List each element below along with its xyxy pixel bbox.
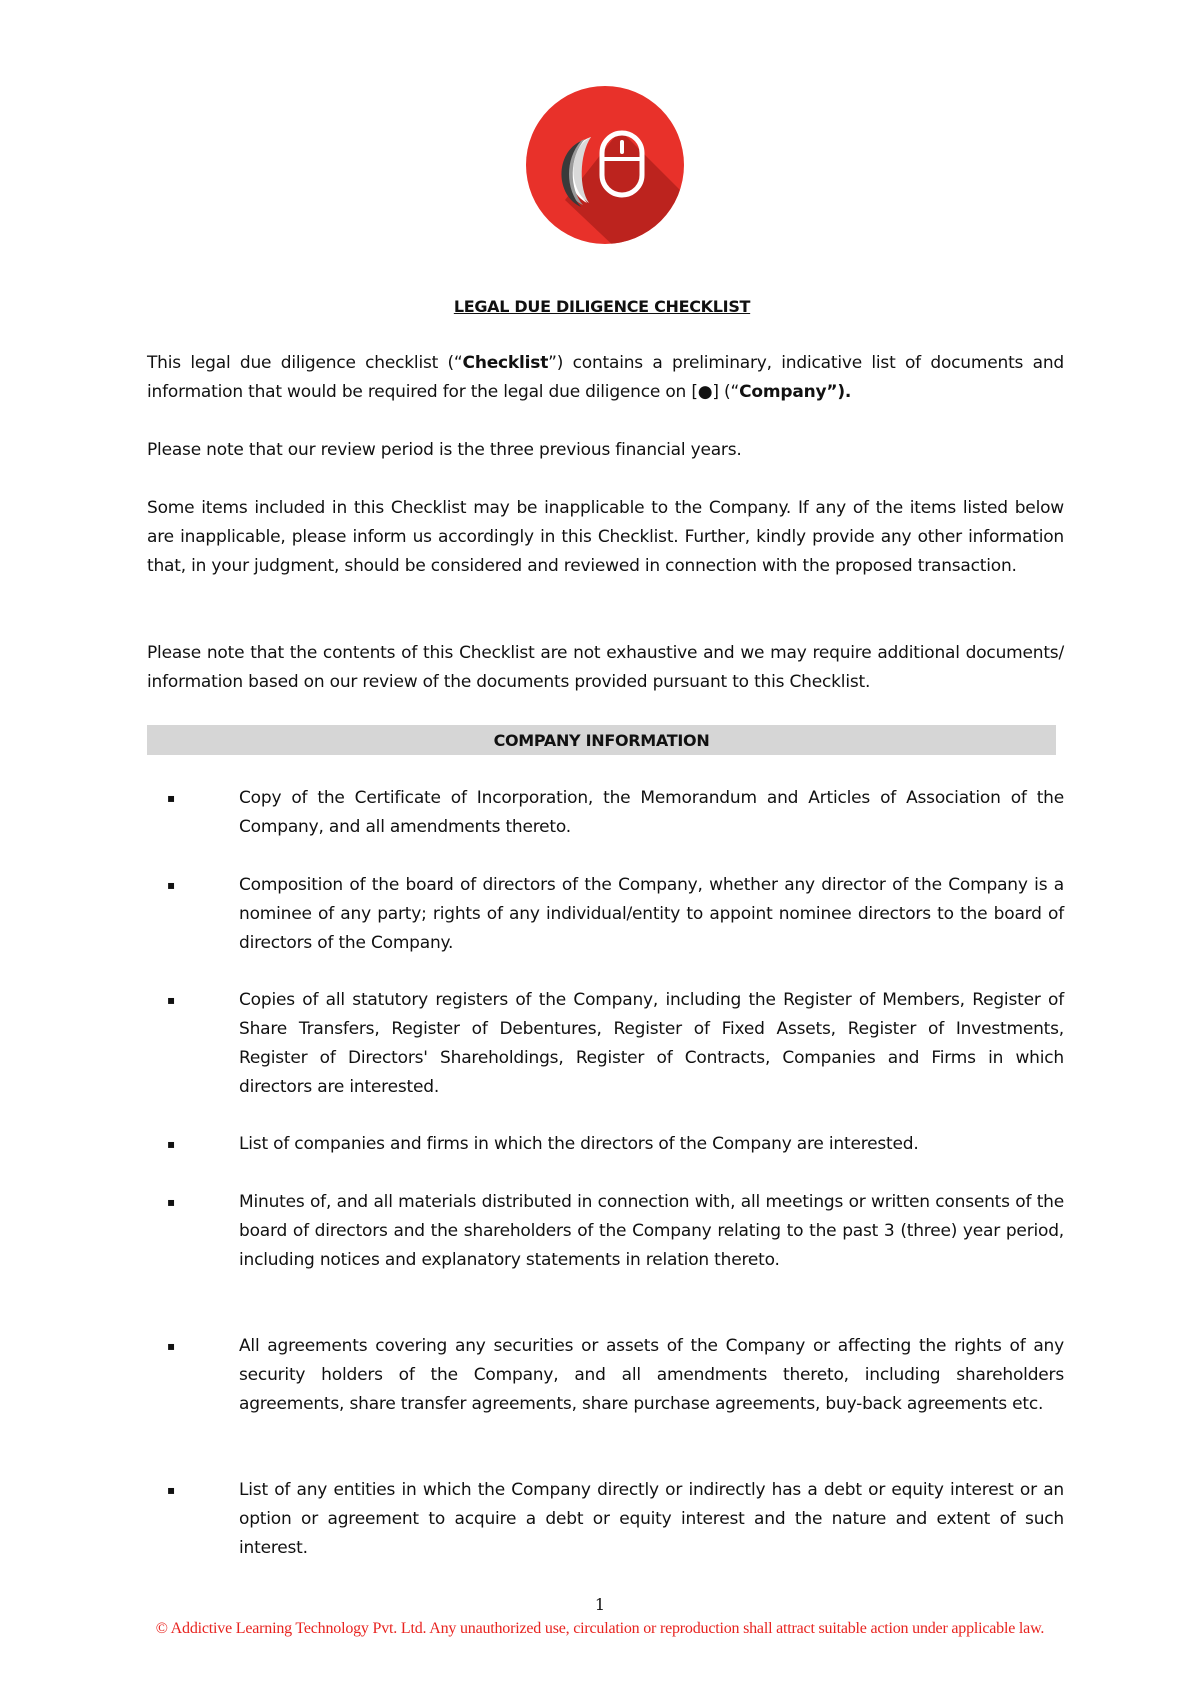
intro-text: This legal due diligence checklist (“ xyxy=(147,353,463,373)
checklist-item xyxy=(147,1332,1064,1419)
intro-paragraph-1 xyxy=(147,349,1064,407)
page-number: 1 xyxy=(594,1595,606,1614)
checklist-item-text: All agreements covering any securities or assets of the Company or affecting the rights of any security holders of the Company, and all amendments thereto, including shareholders agreements, share transfer agreements, share purchase agreements, buy-back agreements etc. xyxy=(239,1336,1064,1414)
checklist-item xyxy=(147,1130,1064,1159)
company-term: Company xyxy=(739,382,827,402)
review-period-paragraph: Please note that our review period is the three previous financial years. xyxy=(147,440,742,460)
checklist-item-text: Copy of the Certificate of Incorporation, the Memorandum and Articles of Association of the Company, and all amendments thereto. xyxy=(239,788,1064,837)
document-title: LEGAL DUE DILIGENCE CHECKLIST xyxy=(453,297,751,316)
bullet-icon: ▪ xyxy=(167,1483,176,1497)
bullet-icon: ▪ xyxy=(167,993,176,1007)
checklist-item-text: Composition of the board of directors of the Company, whether any director of the Company is a nominee of any party; rights of any individual/entity to appoint nominee directors to the board of directors of the Company. xyxy=(239,875,1064,953)
not-exhaustive-paragraph: Please note that the contents of this Checklist are not exhaustive and we may require additional documents/ information based on our review of the documents provided pursuant to this Checklist. xyxy=(147,643,1064,692)
bullet-icon: ▪ xyxy=(167,878,176,892)
checklist-item xyxy=(147,1188,1064,1275)
intro-text: ”). xyxy=(826,382,852,402)
section-heading-company-information: COMPANY INFORMATION xyxy=(147,725,1056,755)
checklist-item xyxy=(147,1476,1064,1563)
intro-text: ”) contains a preliminary, indicative list of documents and information that would be required for the legal due diligence on [ xyxy=(147,353,1064,402)
bullet-icon: ▪ xyxy=(167,1137,176,1151)
checklist-item-text: List of companies and firms in which the directors of the Company are interested. xyxy=(239,1134,919,1154)
copyright-footer: © Addictive Learning Technology Pvt. Ltd. Any unauthorized use, circulation or reproduction shall attract suitable action under applicable law. xyxy=(155,1620,1045,1637)
placeholder-symbol: ● xyxy=(697,382,713,402)
checklist-term: Checklist xyxy=(462,353,549,373)
intro-text: ] (“ xyxy=(712,382,740,402)
bullet-icon: ▪ xyxy=(167,1339,176,1353)
checklist-item-text: List of any entities in which the Company directly or indirectly has a debt or equity interest or an option or agreement to acquire a debt or equity interest and the nature and extent of such interest. xyxy=(239,1480,1064,1558)
bullet-icon: ▪ xyxy=(167,1195,176,1209)
checklist-item xyxy=(147,871,1064,958)
checklist-item xyxy=(147,784,1064,842)
checklist-item-text: Copies of all statutory registers of the Company, including the Register of Members, Register of Share Transfers, Register of Debentures, Register of Fixed Assets, Register of Investments, Register of Directors' Shareholdings, Register of Contracts, Companies and Firms in which directors are interested. xyxy=(239,990,1064,1097)
inapplicable-items-paragraph: Some items included in this Checklist may be inapplicable to the Company. If any of the items listed below are inapplicable, please inform us accordingly in this Checklist. Further, kindly provide any other information that, in your judgment, should be considered and reviewed in connection with the proposed transaction. xyxy=(147,498,1064,576)
checklist-item-text: Minutes of, and all materials distributed in connection with, all meetings or written consents of the board of directors and the shareholders of the Company relating to the past 3 (three) year period, including notices and explanatory statements in relation thereto. xyxy=(239,1192,1064,1270)
company-logo-icon xyxy=(525,85,685,245)
checklist-item xyxy=(147,986,1064,1102)
bullet-icon: ▪ xyxy=(167,791,176,805)
